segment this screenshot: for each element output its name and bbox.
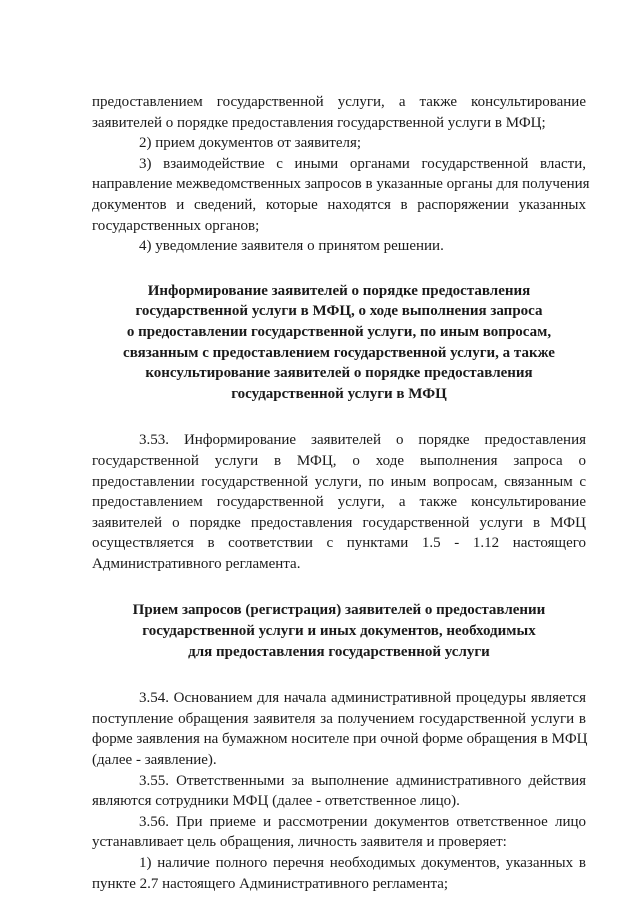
check-item-1: [92, 853, 586, 894]
heading-line: консультирование заявителей о порядке предоставления: [145, 365, 533, 382]
text-line: предоставлении государственной услуги, по иным вопросам, связанным с: [92, 473, 586, 490]
list-item-3: 3) взаимодействие с иными органами государственной власти,: [139, 155, 586, 172]
text-line: осуществляется в соответствии с пунктами 1.5 - 1.12 настоящего: [92, 535, 586, 552]
paragraph-3-53: [92, 430, 586, 574]
heading-line: Информирование заявителей о порядке предоставления: [147, 282, 531, 299]
text-line: 3.54. Основанием для начала административной процедуры является: [139, 690, 586, 707]
text-line: 1) наличие полного перечня необходимых документов, указанных в: [139, 855, 586, 871]
text-line: 3.56. При приеме и рассмотрении документов ответственное лицо: [139, 813, 586, 830]
paragraph-3-54: [92, 688, 586, 770]
text-line: форме заявления на бумажном носителе при очной форме обращения в МФЦ: [92, 731, 588, 748]
text-line: устанавливает цель обращения, личность заявителя и проверяет:: [92, 834, 507, 851]
heading-line: государственной услуги и иных документов, необходимых: [142, 623, 536, 640]
section-heading-informing: [92, 281, 586, 405]
list-item-4: 4) уведомление заявителя о принятом решении.: [139, 238, 444, 255]
text-line: 3.55. Ответственными за выполнение административного действия: [139, 772, 586, 789]
text-line: 3.53. Информирование заявителей о порядке предоставления: [139, 432, 586, 449]
text-line: заявителей о порядке предоставления государственной услуги в МФЦ: [92, 514, 586, 531]
heading-line: о предоставлении государственной услуги, по иным вопросам,: [126, 323, 552, 340]
heading-line: государственной услуги в МФЦ, о ходе выполнения запроса: [135, 303, 543, 320]
heading-line: государственной услуги в МФЦ: [231, 385, 447, 402]
text-line: Административного регламента.: [92, 555, 301, 572]
section-heading-requests: [92, 600, 586, 662]
text-line: предоставлением государственной услуги, а также консультирование: [92, 94, 586, 110]
paragraph-3-56: [92, 812, 586, 853]
text-line: пункте 2.7 настоящего Административного регламента;: [92, 875, 449, 892]
text-line: являются сотрудники МФЦ (далее - ответственное лицо).: [92, 793, 460, 810]
text-line: (далее - заявление).: [92, 752, 217, 769]
list-item-2: 2) прием документов от заявителя;: [139, 135, 362, 152]
text-line: государственной услуги в МФЦ, о ходе выполнения запроса о: [92, 452, 586, 469]
text-line: направление межведомственных запросов в указанные органы для получения: [92, 176, 590, 193]
text-line: государственных органов;: [92, 217, 260, 234]
heading-line: связанным с предоставлением государственной услуги, а также: [123, 344, 555, 361]
heading-line: для предоставления государственной услуги: [188, 643, 490, 660]
text-line: документов и сведений, которые находятся в распоряжении указанных: [92, 196, 586, 213]
text-line: поступление обращения заявителя за получением государственной услуги в: [92, 710, 586, 727]
text-line: предоставлением государственной услуги, а также консультирование: [92, 494, 586, 511]
paragraph-3-55: [92, 771, 586, 812]
document-page: [92, 92, 590, 894]
text-line: заявителей о порядке предоставления государственной услуги в МФЦ;: [92, 114, 546, 131]
heading-line: Прием запросов (регистрация) заявителей о предоставлении: [132, 602, 546, 619]
